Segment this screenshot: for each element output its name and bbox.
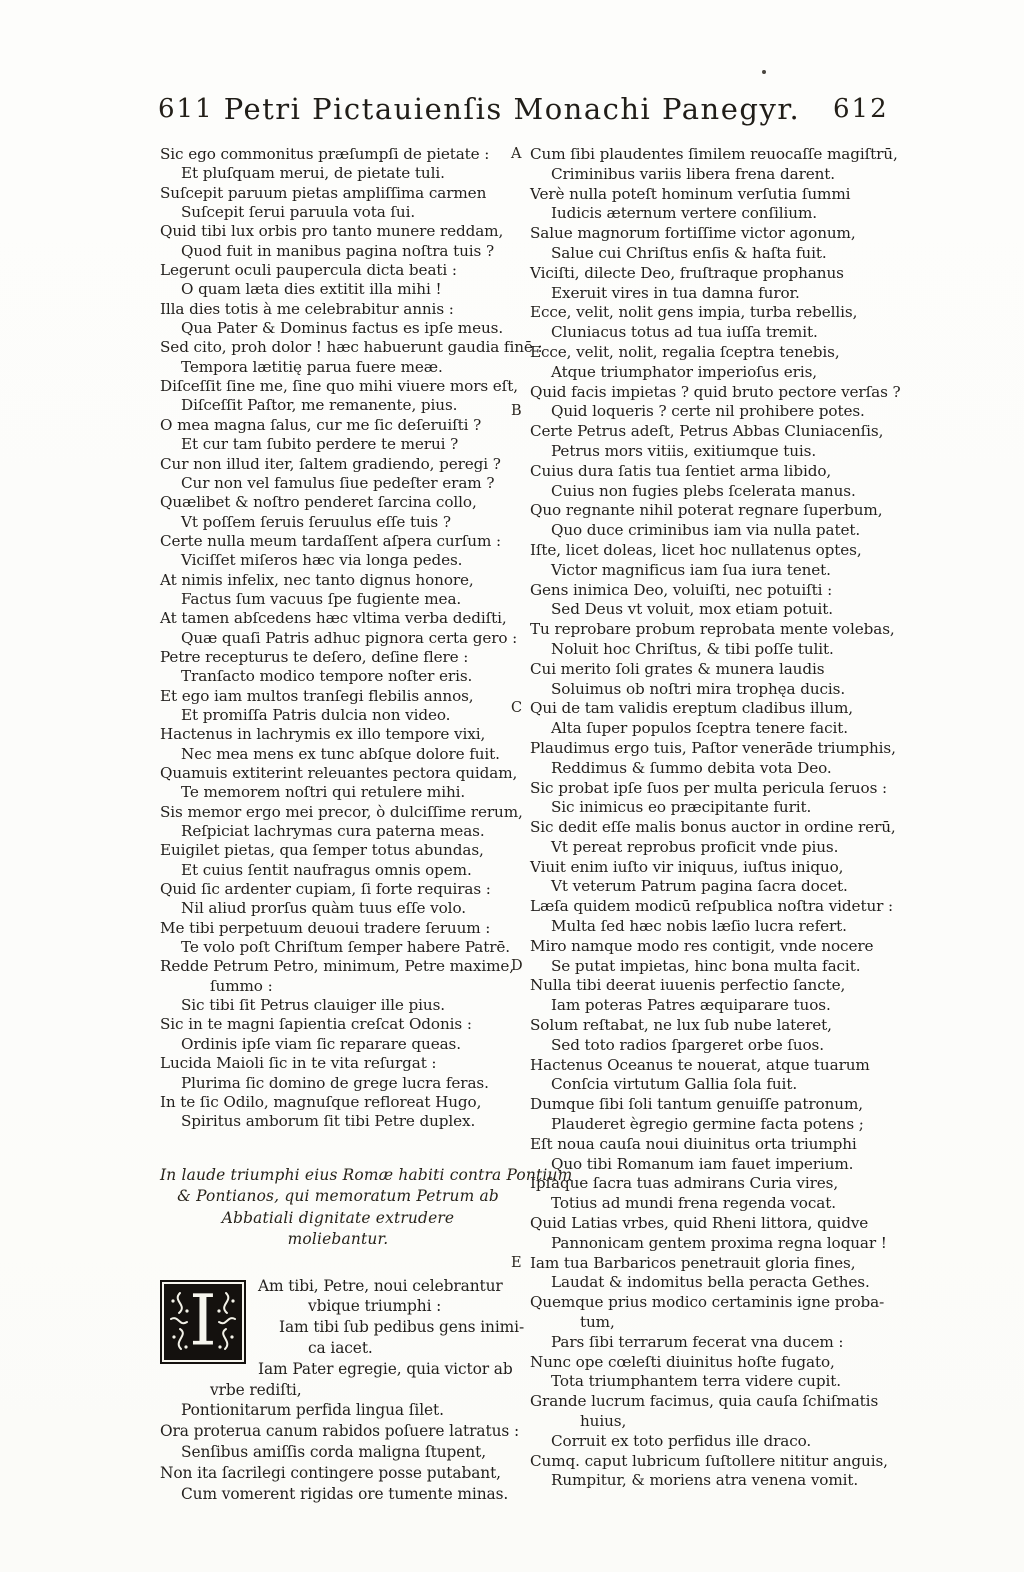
verse-text: tum,: [580, 1313, 615, 1332]
verse-text: Victor magnificus iam ſua iura tenet.: [551, 560, 831, 579]
verse-line: [530, 165, 908, 185]
verse-text: Verè nulla poteſt hominum verſutia ſummi: [530, 184, 851, 203]
verse-line: [160, 551, 516, 570]
verse-line: [530, 838, 908, 858]
verse-text: Et pluſquam merui, de pietate tuli.: [181, 164, 445, 183]
verse-line: [160, 1380, 516, 1401]
verse-text: Non ita ſacrilegi contingere posse putabant,: [160, 1463, 501, 1482]
verse-text: Abbatiali dignitate extrudere: [221, 1208, 455, 1227]
verse-text: Cur non vel famulus ſiue pedeſter eram ?: [181, 473, 495, 492]
verse-text: Sic dedit eſſe malis bonus auctor in ordine rerū,: [530, 818, 896, 837]
verse-text: Quamuis extiterint releuantes pectora quidam,: [160, 764, 518, 782]
verse-text: Quid ſic ardenter cupiam, ſi forte requiras :: [160, 880, 491, 899]
verse-line: [160, 1338, 516, 1359]
verse-line: [160, 1186, 516, 1208]
verse-text: Diſceſſit Paſtor, me remanente, pius.: [181, 396, 458, 415]
verse-text: Quod fuit in manibus pagina noſtra tuis ?: [181, 241, 495, 260]
verse-text: Petre recepturus te deſero, deſine flere :: [160, 647, 469, 666]
verse-line: [530, 1452, 908, 1472]
verse-text: Tu reprobare probum reprobata mente volebas,: [530, 620, 895, 639]
verse-line: [530, 779, 908, 799]
verse-line: [160, 629, 516, 648]
verse-line: [530, 1432, 908, 1452]
verse-text: Legerunt oculi paupercula dicta beati :: [160, 261, 457, 280]
verse-line: [160, 1229, 516, 1251]
verse-line: [530, 1056, 908, 1076]
verse-line: [160, 725, 516, 744]
verse-line: [511, 1253, 908, 1274]
verse-line: [530, 917, 908, 937]
verse-text: Et cuius ſentit naufragus omnis opem.: [181, 860, 472, 879]
page-header: [0, 92, 1024, 132]
verse-line: [530, 1293, 908, 1313]
verse-line: [530, 739, 908, 759]
margin-letter: A: [511, 146, 522, 162]
verse-line: [511, 145, 908, 165]
verse-text: O mea magna ſalus, cur me ſic deſeruiſti ?: [160, 415, 482, 434]
verse-text: Senſibus amiſſis corda maligna ſtupent,: [181, 1442, 486, 1461]
margin-letter: D: [511, 957, 523, 974]
verse-line: [160, 1359, 516, 1380]
verse-text: Qui de tam validis ereptum cladibus illum,: [530, 699, 853, 718]
verse-line: [160, 919, 516, 938]
verse-text: Spiritus amborum ſit tibi Petre duplex.: [181, 1112, 476, 1131]
verse-line: [530, 541, 908, 561]
verse-line: [160, 1400, 516, 1421]
verse-line: [160, 764, 516, 783]
verse-line: [160, 203, 516, 222]
verse-text: Hactenus in lachrymis ex illo tempore vixi,: [160, 725, 486, 744]
verse-line: [530, 759, 908, 779]
verse-text: Quo duce criminibus iam via nulla patet.: [551, 521, 861, 540]
verse-line: [160, 1074, 516, 1093]
verse-line: [160, 513, 516, 532]
verse-text: At tamen abſcedens hæc vltima verba dediſti,: [160, 609, 507, 628]
verse-line: [160, 396, 516, 415]
verse-text: Noluit hoc Chriſtus, & tibi poſſe tulit.: [551, 639, 834, 658]
scan-speck: [762, 70, 766, 74]
page-number-right: 612: [833, 94, 889, 124]
verse-line: [530, 442, 908, 462]
verse-line: [160, 319, 516, 338]
verse-text: Tota triumphantem terra videre cupit.: [551, 1372, 841, 1391]
verse-text: Viciſſet miſeros hæc via longa pedes.: [181, 551, 463, 570]
verse-text: Et cur tam ſubito perdere te merui ?: [181, 435, 459, 454]
verse-text: Totius ad mundi frena regenda vocat.: [551, 1194, 836, 1213]
verse-line: [530, 1155, 908, 1175]
verse-text: Cui merito ſoli grates & munera laudis: [530, 659, 825, 678]
verse-text: Reſpiciat lachrymas cura paterna meas.: [181, 822, 485, 841]
verse-line: [530, 501, 908, 521]
verse-line: [530, 1353, 908, 1373]
verse-line: [530, 1095, 908, 1115]
verse-line: [160, 1093, 516, 1112]
verse-text: Certe Petrus adeſt, Petrus Abbas Cluniacenſis,: [530, 422, 884, 441]
verse-line: [530, 1135, 908, 1155]
verse-text: Multa ſed hæc nobis læſio lucra refert.: [551, 917, 847, 936]
right-column: [511, 145, 908, 1491]
verse-line: [160, 880, 516, 899]
verse-text: Tempora lætitię parua fuere meæ.: [181, 357, 443, 376]
verse-text: moliebantur.: [287, 1230, 389, 1249]
verse-text: Quo tibi Romanum iam fauet imperium.: [551, 1154, 854, 1173]
verse-line: [160, 822, 516, 841]
verse-text: Quælibet & noſtro penderet ſarcina collo,: [160, 493, 477, 512]
verse-line: [530, 561, 908, 581]
verse-line: [160, 1112, 516, 1131]
verse-text: Exeruit vires in tua damna furor.: [551, 283, 800, 302]
verse-text: Ecce, velit, nolit gens impia, turba rebellis,: [530, 303, 858, 322]
verse-line: [160, 899, 516, 918]
left-column: [160, 145, 573, 1504]
margin-letter: B: [511, 403, 522, 420]
verse-line: [530, 660, 908, 680]
verse-text: In te ſic Odilo, magnuſque refloreat Hugo,: [160, 1092, 482, 1111]
verse-text: Reddimus & ſummo debita vota Deo.: [551, 758, 832, 777]
verse-text: Miro namque modo res contigit, vnde nocere: [530, 936, 874, 955]
verse-text: Corruit ex toto perfidus ille draco.: [551, 1431, 812, 1450]
verse-text: Iam Pater egregie, quia victor ab: [258, 1359, 513, 1378]
verse-text: Eſt noua cauſa noui diuinitus orta triumphi: [530, 1134, 857, 1153]
verse-text: Pars ſibi terrarum fecerat vna ducem :: [551, 1332, 844, 1351]
verse-line: [530, 185, 908, 205]
verse-line: [530, 996, 908, 1016]
verse-text: Iſte, licet doleas, licet hoc nullatenus optes,: [530, 540, 862, 559]
verse-text: Et ego iam multos tranſegi flebilis annos,: [160, 686, 474, 705]
verse-line: [160, 145, 516, 164]
verse-line: [160, 1484, 516, 1505]
verse-text: Nulla tibi deerat iuuenis perfectio ſancte,: [530, 976, 846, 995]
verse-line: [160, 802, 523, 822]
verse-line: [160, 532, 516, 551]
verse-line: [530, 620, 908, 640]
verse-text: At nimis infelix, nec tanto dignus honore,: [160, 570, 474, 589]
verse-line: [160, 474, 516, 493]
verse-text: Sic probat ipſe ſuos per multa pericula ſeruos :: [530, 778, 888, 797]
verse-line: [530, 818, 908, 838]
verse-text: huius,: [580, 1412, 627, 1430]
verse-line: [511, 699, 908, 719]
left-verse-block: [160, 145, 543, 1132]
verse-line: [530, 1194, 908, 1214]
verse-text: Viciſti, dilecte Deo, fruſtraque prophanus: [530, 263, 844, 282]
verse-text: Criminibus variis libera frena darent.: [551, 164, 836, 183]
verse-line: [160, 338, 543, 357]
verse-text: Ordinis ipſe viam ſic reparare queas.: [181, 1034, 461, 1053]
verse-line: [160, 242, 516, 261]
verse-text: Diſceſſit ſine me, ſine quo mihi viuere mors eſt,: [160, 377, 518, 396]
verse-line: [160, 1035, 516, 1054]
verse-line: [530, 581, 908, 601]
verse-text: Cur non illud iter, ſaltem gradiendo, peregi ?: [160, 454, 501, 473]
verse-line: [160, 358, 516, 377]
verse-text: Sed Deus vt voluit, mox etiam potuit.: [551, 600, 834, 619]
verse-text: Sic ego commonitus præſumpſi de pietate :: [160, 145, 490, 163]
verse-line: [160, 280, 516, 299]
verse-text: Vt pereat reprobus proficit vnde pius.: [551, 837, 839, 856]
verse-text: Redde Petrum Petro, minimum, Petre maxime,: [160, 957, 515, 976]
verse-line: [160, 783, 516, 802]
verse-line: [530, 600, 908, 620]
opening-paragraph: [160, 1276, 525, 1505]
verse-line: [530, 1412, 908, 1432]
verse-line: [530, 1174, 908, 1194]
verse-line: [160, 455, 516, 474]
verse-text: Grande lucrum facimus, quia cauſa ſchiſmatis: [530, 1392, 879, 1411]
verse-text: Quid facis impietas ? quid bruto pectore verſas ?: [530, 382, 901, 401]
verse-text: Vt poſſem ſeruis ſeruulus eſſe tuis ?: [181, 512, 451, 531]
verse-text: Ora proterua canum rabidos poſuere latratus :: [160, 1422, 520, 1441]
verse-text: Hactenus Oceanus te nouerat, atque tuarum: [530, 1055, 870, 1074]
verse-line: [530, 719, 908, 739]
margin-letter: C: [511, 700, 522, 717]
verse-text: Sic in te magni ſapientia creſcat Odonis :: [160, 1015, 472, 1034]
verse-line: [160, 745, 516, 764]
verse-line: [160, 667, 516, 686]
verse-text: Læſa quidem modicū reſpublica noſtra videtur :: [530, 897, 894, 916]
verse-text: Iam tua Barbaricos penetrauit gloria fines,: [530, 1253, 856, 1272]
verse-text: Vt veterum Patrum pagina ſacra docet.: [551, 877, 848, 896]
verse-line: [530, 482, 908, 502]
verse-text: Soluimus ob noſtri mira trophęa ducis.: [551, 679, 846, 698]
verse-line: [530, 1016, 908, 1036]
verse-line: [530, 976, 908, 996]
verse-text: Petrus mors vitiis, exitiumque tuis.: [551, 441, 817, 460]
page-title: Petri Pictauienſis Monachi Panegyr.: [223, 92, 801, 126]
verse-line: [530, 383, 908, 403]
verse-text: & Pontianos, qui memoratum Petrum ab: [177, 1187, 499, 1206]
verse-line: [160, 1208, 516, 1230]
verse-line: [530, 1115, 908, 1135]
verse-text: Pannonicam gentem proxima regna loquar !: [551, 1233, 887, 1252]
verse-text: Cum vomerent rigidas ore tumente minas.: [181, 1484, 509, 1503]
verse-line: [530, 1333, 908, 1353]
verse-text: Se putat impietas, hinc bona multa facit.: [551, 956, 861, 975]
verse-line: [530, 363, 908, 383]
verse-line: [160, 435, 516, 454]
verse-text: Plurima ſic domino de grege lucra feras.: [181, 1073, 489, 1092]
verse-text: ca iacet.: [308, 1338, 373, 1357]
verse-line: [160, 493, 516, 512]
right-verse-block: [511, 145, 908, 1491]
verse-line: [160, 1276, 516, 1297]
verse-text: Gens inimica Deo, voluiſti, nec potuiſti :: [530, 580, 833, 599]
verse-text: Euigilet pietas, qua ſemper totus abundas,: [160, 841, 484, 860]
verse-line: [160, 861, 516, 880]
verse-line: [160, 1165, 573, 1187]
verse-line: [530, 1392, 908, 1412]
verse-text: Suſcepit paruum pietas ampliſſima carmen: [160, 183, 487, 202]
verse-line: [160, 1296, 516, 1317]
verse-text: Quid tibi lux orbis pro tanto munere reddam,: [160, 222, 504, 241]
verse-text: O quam læta dies extitit illa mihi !: [181, 280, 442, 299]
verse-line: [160, 261, 516, 280]
verse-text: Quemque prius modico certaminis igne proba-: [530, 1293, 885, 1312]
verse-text: Cluniacus totus ad tua iuſſa tremit.: [551, 323, 818, 342]
verse-text: Laudat & indomitus bella peracta Gethes.: [551, 1273, 870, 1292]
verse-line: [530, 1075, 908, 1095]
verse-text: Certe nulla meum tardaſſent aſpera curſum :: [160, 531, 502, 550]
verse-line: [160, 977, 516, 996]
verse-text: Ipſaque ſacra tuas admirans Curia vires,: [530, 1174, 839, 1193]
verse-text: Et promiſſa Patris dulcia non video.: [181, 705, 451, 724]
verse-text: Sic inimicus eo præcipitante furit.: [551, 798, 812, 817]
margin-letter: E: [511, 1254, 522, 1271]
verse-text: Sic tibi ſit Petrus clauiger ille pius.: [181, 996, 445, 1015]
verse-line: [530, 1273, 908, 1293]
verse-line: [530, 244, 908, 264]
verse-text: Te volo poſt Chriſtum ſemper habere Patrē.: [181, 938, 510, 957]
verse-line: [530, 858, 908, 878]
verse-text: Iudicis æternum vertere conſilium.: [551, 204, 817, 223]
verse-line: [160, 648, 516, 667]
verse-text: Nunc ope cœleſti diuinitus hoſte fugato,: [530, 1352, 835, 1371]
verse-line: [530, 422, 908, 442]
verse-line: [530, 1313, 908, 1333]
verse-line: [530, 284, 908, 304]
verse-line: [530, 897, 908, 917]
verse-text: ſummo :: [210, 976, 273, 995]
verse-text: Plaudimus ergo tuis, Paſtor venerāde triumphis,: [530, 738, 896, 757]
verse-text: Quid loqueris ? certe nil prohibere potes.: [551, 402, 865, 421]
verse-text: Cuius dura ſatis tua ſentiet arma libido,: [530, 461, 832, 480]
verse-text: Iam tibi ſub pedibus gens inimi-: [279, 1318, 525, 1337]
verse-line: [530, 1036, 908, 1056]
verse-line: [160, 1054, 516, 1073]
verse-text: Rumpitur, & moriens atra venena vomit.: [551, 1471, 859, 1490]
verse-text: Cumq. caput lubricum ſuſtollere nititur anguis,: [530, 1451, 888, 1470]
verse-text: Solum reſtabat, ne lux ſub nube lateret,: [530, 1016, 832, 1035]
verse-line: [160, 996, 516, 1015]
verse-text: Conſcia virtutum Gallia ſola fuit.: [551, 1075, 798, 1094]
verse-line: [160, 184, 516, 203]
verse-line: [530, 1234, 908, 1254]
verse-line: [160, 706, 516, 725]
verse-line: [160, 571, 516, 590]
verse-text: Te memorem noſtri qui retulere mihi.: [181, 783, 466, 802]
section-heading: [160, 1165, 573, 1251]
verse-text: Iam poteras Patres æquiparare tuos.: [551, 996, 831, 1015]
verse-text: Nec mea mens ex tunc abſque dolore fuit.: [181, 744, 500, 763]
verse-text: Sed cito, proh dolor ! hæc habuerunt gaudia finē :: [160, 338, 543, 357]
verse-line: [530, 224, 908, 244]
verse-text: Am tibi, Petre, noui celebrantur: [258, 1276, 503, 1295]
verse-text: In laude triumphi eius Romæ habiti contra Pontium: [160, 1165, 573, 1184]
verse-text: Lucida Maioli ſic in te vita reſurgat :: [160, 1054, 437, 1073]
verse-text: Quid Latias vrbes, quid Rheni littora, quidve: [530, 1214, 869, 1233]
verse-line: [530, 680, 908, 700]
verse-line: [530, 877, 908, 897]
page-number-left: 611: [158, 94, 214, 124]
verse-text: Ecce, velit, nolit, regalia ſceptra tenebis,: [530, 342, 840, 361]
verse-line: [160, 300, 516, 319]
verse-text: Alta ſuper populos ſceptra tenere facit.: [551, 719, 848, 738]
verse-line: [160, 164, 516, 183]
verse-line: [160, 609, 516, 628]
verse-line: [160, 222, 516, 241]
verse-line: [511, 956, 908, 977]
verse-line: [160, 841, 516, 860]
verse-line: [530, 798, 908, 818]
verse-text: Salue cui Chriſtus enſis & haſta fuit.: [551, 243, 827, 262]
verse-text: Factus ſum vacuus ſpe fugiente mea.: [181, 589, 462, 608]
verse-line: [160, 687, 516, 706]
verse-line: [160, 957, 516, 976]
verse-line: [160, 416, 516, 435]
verse-text: Cuius non fugies plebs ſcelerata manus.: [551, 481, 856, 500]
verse-text: Viuit enim iuſto vir iniquus, iuſtus iniquo,: [530, 857, 844, 876]
verse-line: [530, 343, 908, 363]
verse-text: Atque triumphator imperioſus eris,: [551, 362, 818, 381]
verse-text: vbique triumphi :: [308, 1297, 442, 1316]
verse-text: Suſcepit ſerui paruula vota ſui.: [181, 203, 416, 222]
verse-text: Dumque ſibi ſoli tantum genuiſſe patronum,: [530, 1095, 863, 1114]
verse-text: Nil aliud prorſus quàm tuus eſſe volo.: [181, 899, 466, 918]
verse-text: Illa dies totis à me celebrabitur annis :: [160, 299, 454, 318]
verse-line: [530, 323, 908, 343]
verse-text: Cum ſibi plaudentes ſimilem reuocaſſe magiſtrū,: [530, 145, 898, 163]
verse-text: Sed toto radios ſpargeret orbe ſuos.: [551, 1035, 824, 1054]
verse-line: [530, 303, 908, 323]
verse-line: [160, 1317, 525, 1338]
verse-text: Tranſacto modico tempore noſter eris.: [181, 667, 473, 686]
verse-line: [530, 204, 908, 224]
verse-line: [160, 1442, 516, 1463]
initial-letter: I: [189, 1279, 217, 1362]
verse-line: [160, 1463, 516, 1484]
verse-text: Pontionitarum perfida lingua ſilet.: [181, 1401, 444, 1420]
opening-text: [160, 1276, 525, 1505]
verse-line: [160, 1015, 516, 1034]
verse-line: [530, 640, 908, 660]
verse-line: [530, 521, 908, 541]
verse-text: Me tibi perpetuum deuoui tradere ſeruum :: [160, 918, 491, 937]
verse-line: [160, 377, 516, 396]
verse-text: Salue magnorum fortiſſime victor agonum,: [530, 224, 856, 243]
verse-text: vrbe rediſti,: [210, 1380, 302, 1399]
verse-line: [160, 590, 516, 609]
verse-line: [530, 1372, 908, 1392]
verse-text: Quæ quaſi Patris adhuc pignora certa gero :: [181, 628, 518, 647]
verse-line: [530, 937, 908, 957]
verse-line: [160, 938, 516, 957]
verse-line: [530, 264, 908, 284]
verse-text: Plauderet ègregio germine facta potens ;: [551, 1115, 864, 1134]
verse-line: [160, 1421, 520, 1442]
verse-line: [530, 1471, 908, 1491]
verse-line: [511, 402, 908, 422]
verse-line: [530, 462, 908, 482]
verse-line: [530, 1214, 908, 1234]
verse-text: Quo regnante nihil poterat regnare ſuperbum,: [530, 501, 883, 520]
verse-text: Sis memor ergo mei precor, ò dulciſſime rerum,: [160, 802, 523, 821]
verse-text: Qua Pater & Dominus factus es ipſe meus.: [181, 319, 504, 338]
